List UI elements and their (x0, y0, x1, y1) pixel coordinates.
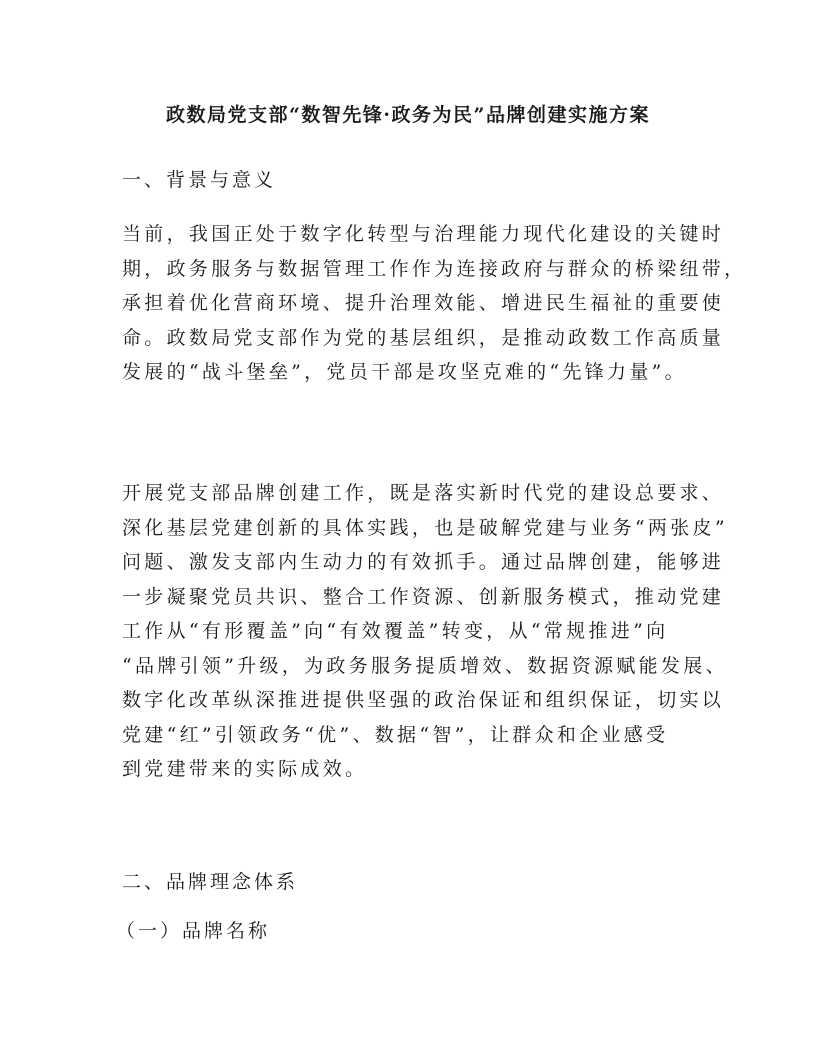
paragraph-line: “品牌引领”升级，为政务服务提质增效、数据资源赋能发展、 (122, 654, 728, 677)
paragraph-line: 承担着优化营商环境、提升治理效能、增进民生福祉的重要使 (122, 292, 725, 314)
subsection-heading-brand-name: （一）品牌名称 (116, 920, 271, 942)
paragraph-line: 党建“红”引领政务“优”、数据“智”，让群众和企业感受 (122, 723, 669, 746)
paragraph-line: 数字化改革纵深推进提供坚强的政治保证和组织保证，切实以 (122, 689, 725, 711)
paragraph-background (122, 217, 747, 390)
section-heading-brand-concept: 二、品牌理念体系 (122, 871, 299, 893)
paragraph-line: 发展的“战斗堡垒”，党员干部是攻坚克难的“先锋力量”。 (122, 361, 687, 383)
paragraph-line: 期，政务服务与数据管理工作作为连接政府与群众的桥梁纽带， (122, 257, 747, 280)
section-heading-background: 一、背景与意义 (122, 169, 277, 191)
document-title: 政数局党支部“数智先锋·政务为民”品牌创建实施方案 (166, 104, 650, 126)
paragraph-line: 深化基层党建创新的具体实践，也是破解党建与业务“两张皮” (122, 516, 728, 539)
paragraph-line: 到党建带来的实际成效。 (122, 758, 368, 780)
paragraph-line: 开展党支部品牌创建工作，既是落实新时代党的建设总要求、 (122, 482, 725, 504)
paragraph-significance (122, 476, 728, 787)
paragraph-line: 当前，我国正处于数字化转型与治理能力现代化建设的关键时 (122, 223, 725, 245)
paragraph-line: 命。政数局党支部作为党的基层组织，是推动政数工作高质量 (122, 326, 725, 349)
paragraph-line: 工作从“有形覆盖”向“有效覆盖”转变，从“常规推进”向 (122, 620, 669, 642)
paragraph-line: 一步凝聚党员共识、整合工作资源、创新服务模式，推动党建 (122, 585, 725, 608)
paragraph-line: 问题、激发支部内生动力的有效抓手。通过品牌创建，能够进 (122, 551, 725, 573)
